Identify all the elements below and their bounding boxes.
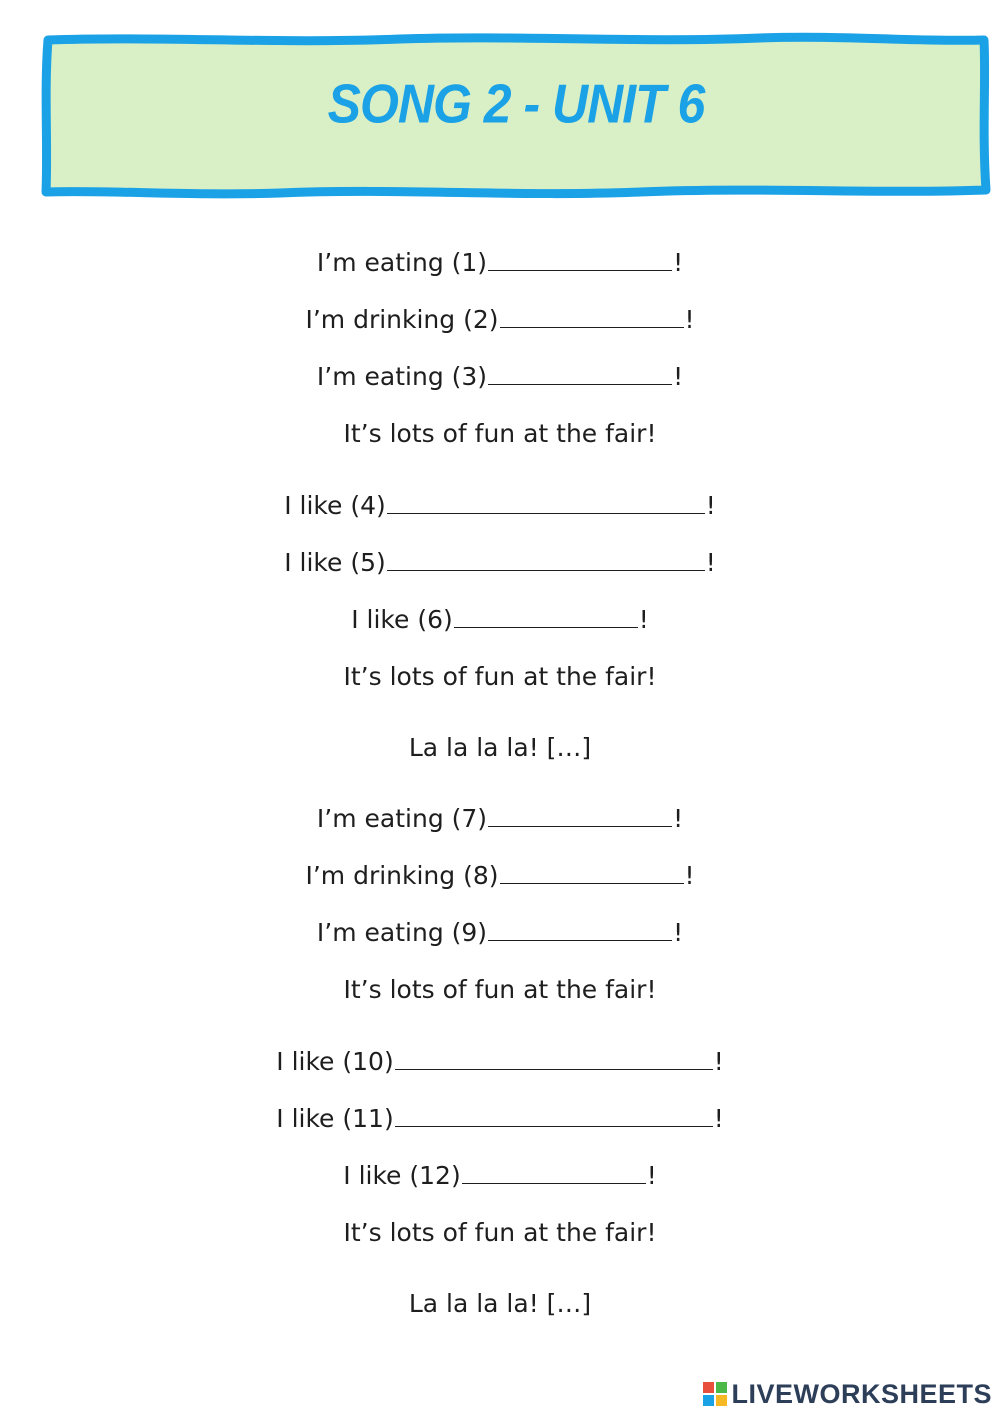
answer-blank[interactable] (387, 491, 705, 514)
lyric-line (0, 419, 1000, 449)
lyric-text: I like (12) (343, 1161, 461, 1190)
lyric-line-with-blank (0, 491, 1000, 521)
lyric-line (0, 1218, 1000, 1248)
lyric-line (0, 1289, 1000, 1319)
lyric-text: I like (5) (284, 548, 386, 577)
lyric-line-with-blank (0, 548, 1000, 578)
answer-blank[interactable] (395, 1047, 713, 1070)
lyric-line-with-blank (0, 1047, 1000, 1077)
lyric-punctuation: ! (638, 605, 649, 634)
lyric-text: I like (4) (284, 491, 386, 520)
answer-blank[interactable] (488, 918, 672, 941)
answer-blank[interactable] (454, 605, 638, 628)
lyric-punctuation: ! (673, 918, 684, 947)
lyric-text: It’s lots of fun at the fair! (343, 975, 657, 1004)
lyric-line-with-blank (0, 248, 1000, 278)
answer-blank[interactable] (488, 248, 672, 271)
lyric-text: La la la la! […] (408, 733, 592, 762)
answer-blank[interactable] (387, 548, 705, 571)
lyric-text: It’s lots of fun at the fair! (343, 419, 657, 448)
lyric-line-with-blank (0, 918, 1000, 948)
lyric-punctuation: ! (713, 1047, 724, 1076)
lyric-line-with-blank (0, 362, 1000, 392)
lyric-text: I’m eating (3) (316, 362, 488, 391)
logo-icon (703, 1382, 727, 1406)
lyric-text: I like (11) (276, 1104, 394, 1133)
lyric-punctuation: ! (705, 491, 716, 520)
answer-blank[interactable] (500, 861, 684, 884)
lyric-punctuation: ! (673, 248, 684, 277)
lyric-text: La la la la! […] (408, 1289, 592, 1318)
lyric-line (0, 975, 1000, 1005)
lyric-line-with-blank (0, 861, 1000, 891)
lyric-punctuation: ! (713, 1104, 724, 1133)
liveworksheets-logo (703, 1378, 992, 1410)
lyric-text: I’m eating (1) (316, 248, 488, 277)
lyric-punctuation: ! (673, 362, 684, 391)
lyric-line (0, 662, 1000, 692)
lyric-text: I’m drinking (2) (305, 305, 499, 334)
lyric-text: I’m drinking (8) (305, 861, 499, 890)
lyric-text: I’m eating (9) (316, 918, 488, 947)
answer-blank[interactable] (488, 804, 672, 827)
lyric-punctuation: ! (684, 305, 695, 334)
lyric-line-with-blank (0, 605, 1000, 635)
answer-blank[interactable] (488, 362, 672, 385)
lyric-punctuation: ! (705, 548, 716, 577)
lyric-line-with-blank (0, 1161, 1000, 1191)
lyric-punctuation: ! (673, 804, 684, 833)
page-title: SONG 2 - UNIT 6 (327, 73, 705, 135)
lyric-line-with-blank (0, 1104, 1000, 1134)
lyric-line-with-blank (0, 305, 1000, 335)
lyric-text: I like (6) (351, 605, 453, 634)
lyric-text: I’m eating (7) (316, 804, 488, 833)
answer-blank[interactable] (462, 1161, 646, 1184)
lyric-text: It’s lots of fun at the fair! (343, 1218, 657, 1247)
lyric-line-with-blank (0, 804, 1000, 834)
lyric-text: I like (10) (276, 1047, 394, 1076)
lyric-punctuation: ! (646, 1161, 657, 1190)
brand-name: LIVEWORKSHEETS (731, 1378, 992, 1409)
answer-blank[interactable] (395, 1104, 713, 1127)
answer-blank[interactable] (500, 305, 684, 328)
lyric-line (0, 733, 1000, 763)
lyric-text: It’s lots of fun at the fair! (343, 662, 657, 691)
lyric-punctuation: ! (684, 861, 695, 890)
